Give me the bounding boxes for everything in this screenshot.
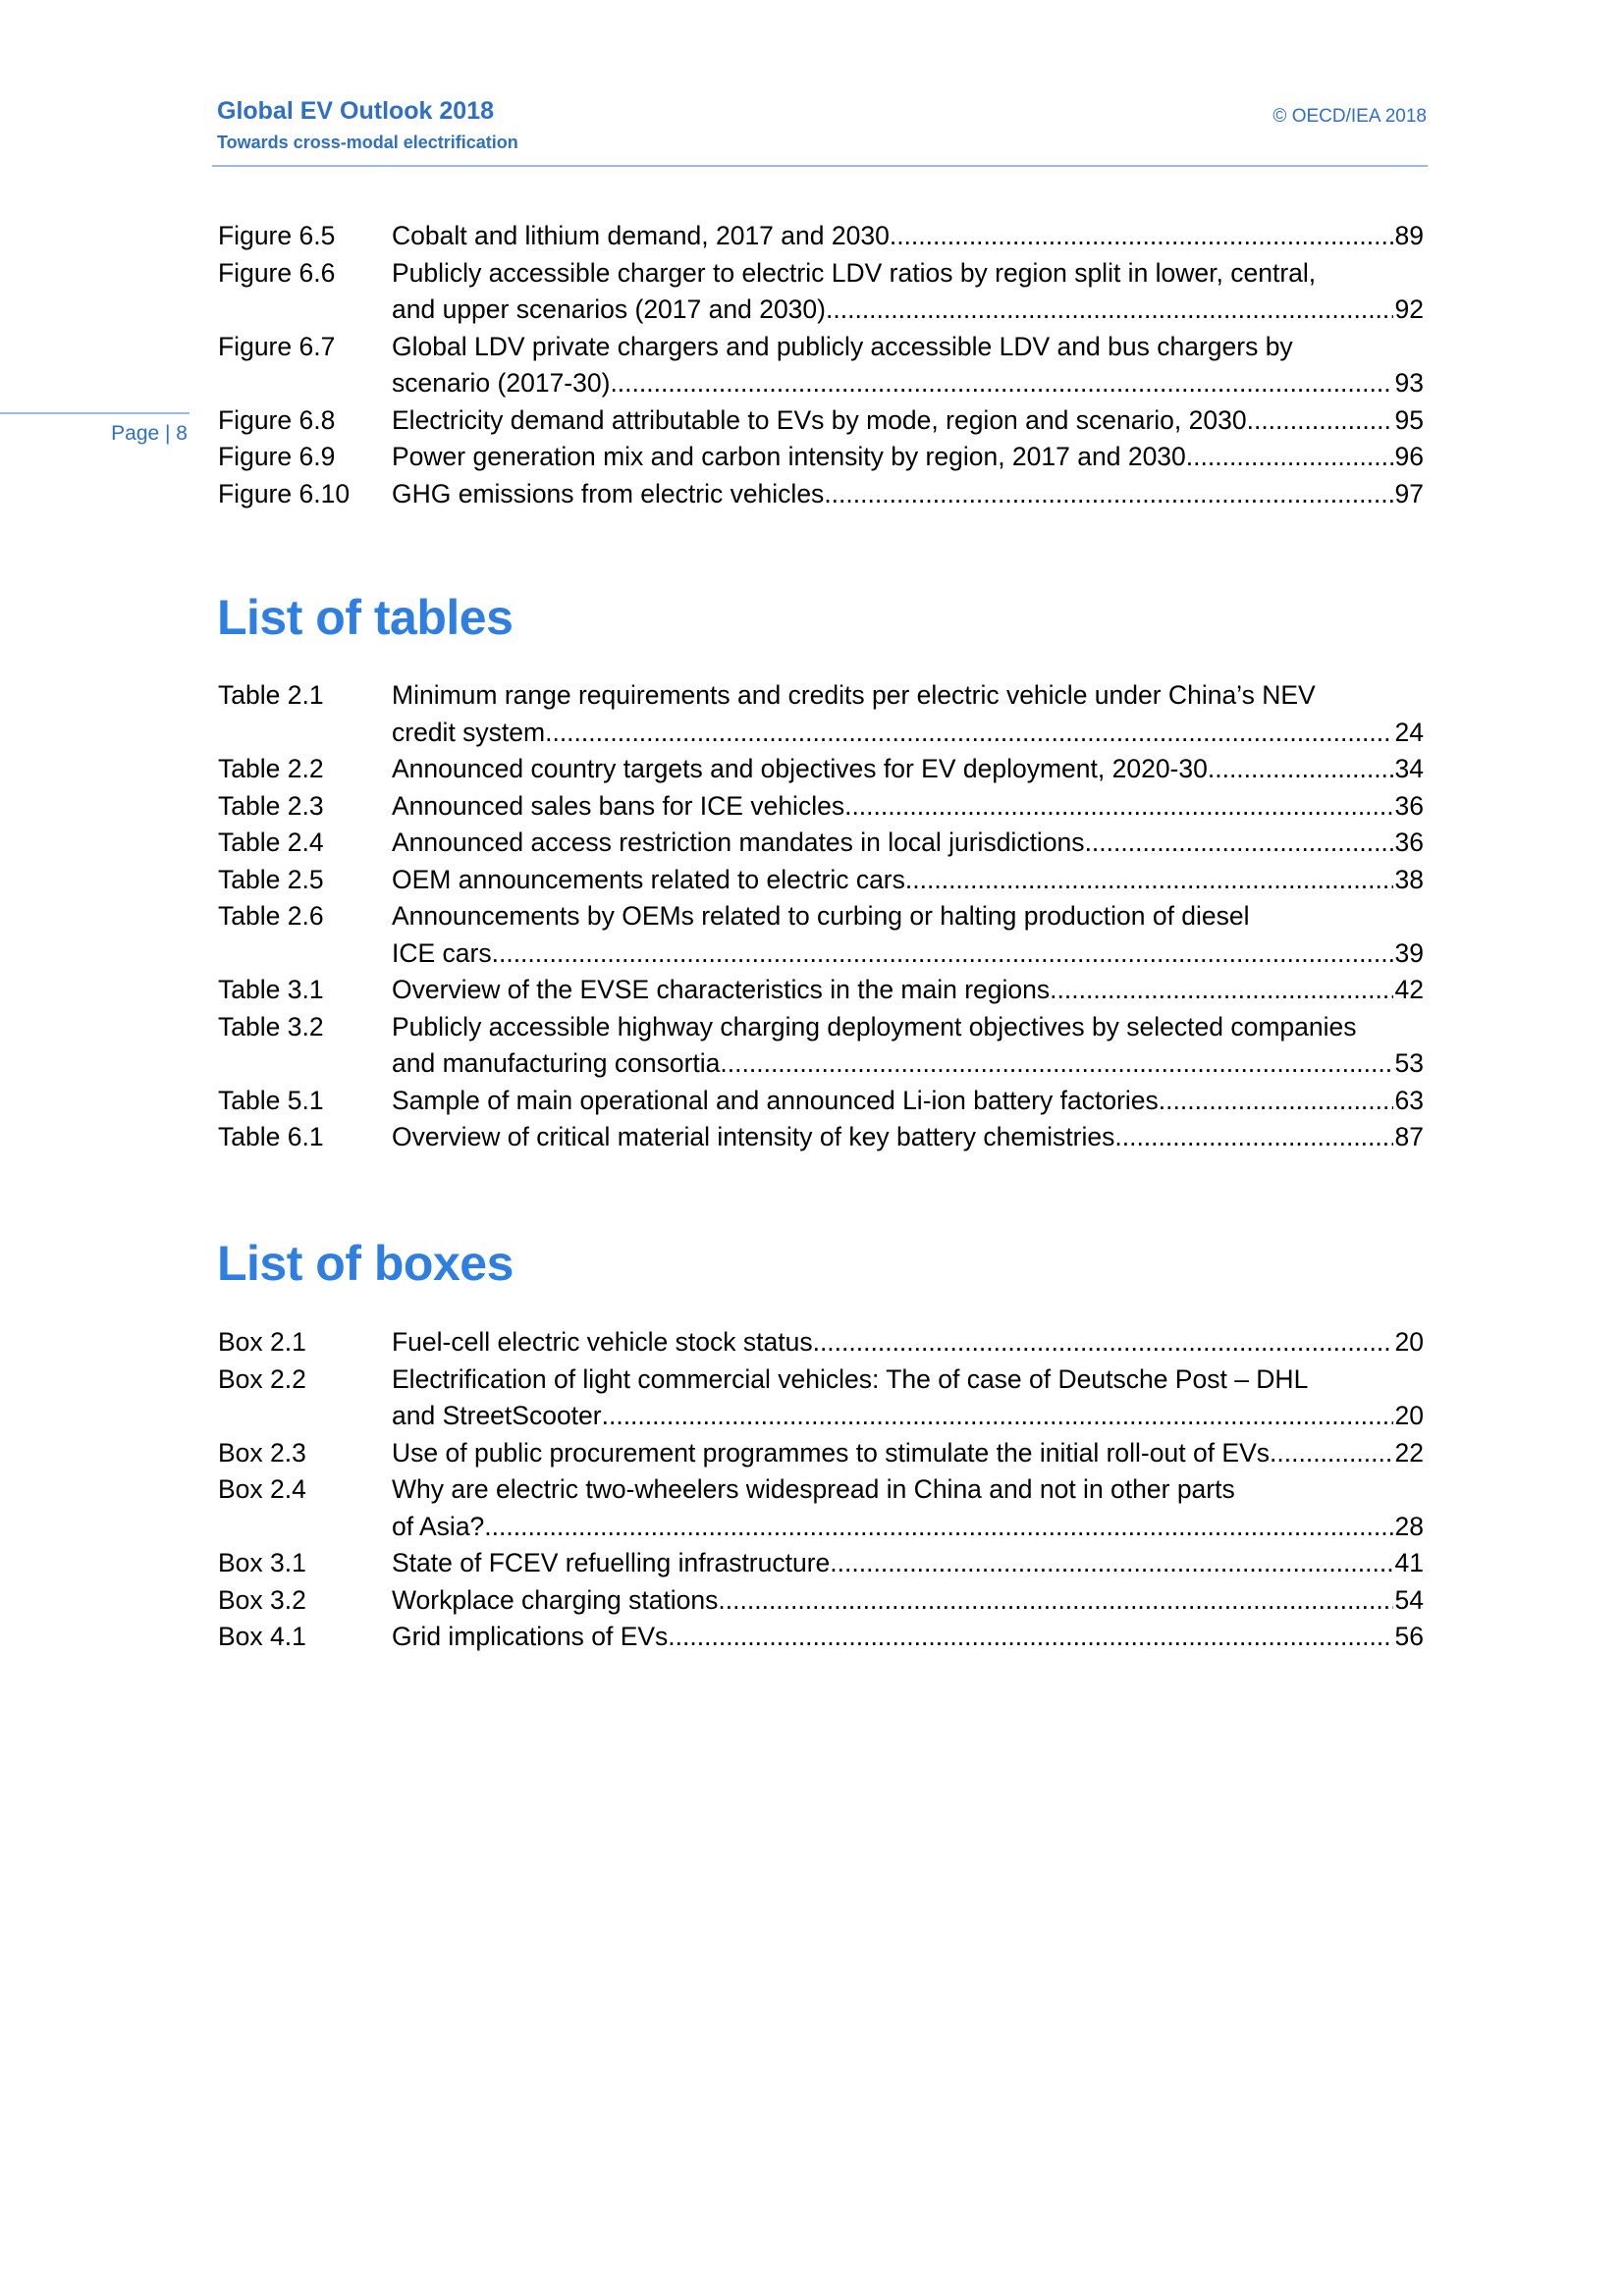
entry-title-text: GHG emissions from electric vehicles xyxy=(392,478,825,508)
entry-body xyxy=(392,1324,1424,1362)
entry-title-line: Publicly accessible charger to electric LDV ratios by region split in lower, central, xyxy=(392,257,1317,288)
entry-title-line: Announcements by OEMs related to curbing or halting production of diesel xyxy=(392,901,1250,931)
entry-label: Figure 6.9 xyxy=(218,442,336,471)
entry-last-line xyxy=(392,715,1424,752)
entry-label: Box 4.1 xyxy=(218,1622,306,1651)
toc-entry[interactable] xyxy=(218,1619,1424,1656)
entry-page-number[interactable]: 39 xyxy=(1394,937,1424,968)
toc-entry[interactable] xyxy=(218,788,1424,826)
dot-leader xyxy=(826,292,1393,329)
dot-leader xyxy=(830,1545,1392,1582)
list-of-tables xyxy=(218,677,1424,1156)
dot-leader xyxy=(1215,751,1392,788)
entry-label: Figure 6.8 xyxy=(218,404,336,435)
entry-body xyxy=(392,439,1424,476)
entry-title-text: and upper scenarios (2017 and 2030) xyxy=(392,294,826,324)
entry-last-line xyxy=(392,1045,1424,1083)
dot-leader xyxy=(1193,439,1392,476)
toc-entry[interactable] xyxy=(218,255,1424,329)
toc-entry[interactable] xyxy=(218,1362,1424,1435)
dot-leader xyxy=(484,1509,1392,1546)
entry-title-text: Overview of the EVSE characteristics in the main regions. xyxy=(392,975,1057,1004)
document-subtitle: Towards cross-modal electrification xyxy=(217,133,518,152)
entry-title-line: Electrification of light commercial vehicles: The of case of Deutsche Post – DHL xyxy=(392,1363,1309,1394)
page-number: Page | 8 xyxy=(111,422,188,445)
document-title: Global EV Outlook 2018 xyxy=(217,97,495,125)
entry-page-number[interactable]: 89 xyxy=(1394,221,1424,250)
entry-page-number[interactable]: 24 xyxy=(1394,717,1424,747)
entry-page-number[interactable]: 36 xyxy=(1394,828,1424,857)
entry-title-text: Announced sales bans for ICE vehicles xyxy=(392,790,845,821)
entry-title-text: and StreetScooter xyxy=(392,1401,602,1430)
entry-page-number[interactable]: 38 xyxy=(1394,864,1424,894)
dot-leader xyxy=(824,476,1392,513)
entry-title-text: credit system xyxy=(392,717,546,747)
toc-entry[interactable] xyxy=(218,1119,1424,1156)
entry-label: Table 5.1 xyxy=(218,1085,324,1115)
entry-page-number[interactable]: 22 xyxy=(1394,1437,1424,1468)
entry-last-line xyxy=(392,935,1424,973)
page-marker xyxy=(0,412,191,445)
entry-title-text: State of FCEV refuelling infrastructure xyxy=(392,1548,831,1577)
entry-last-line xyxy=(392,1083,1424,1120)
entry-last-line xyxy=(392,1398,1424,1435)
list-of-figures xyxy=(218,218,1424,512)
entry-title-text: Fuel-cell electric vehicle stock status xyxy=(392,1327,813,1357)
entry-last-line xyxy=(392,1119,1424,1156)
entry-body xyxy=(392,1362,1424,1435)
dot-leader xyxy=(844,788,1392,826)
entry-body xyxy=(392,898,1424,972)
entry-body xyxy=(392,1435,1424,1472)
entry-title-text: Electricity demand attributable to EVs by mode, region and scenario, 2030 xyxy=(392,404,1247,435)
toc-entry[interactable] xyxy=(218,1324,1424,1362)
entry-label: Figure 6.6 xyxy=(218,257,336,288)
entry-body xyxy=(392,1619,1424,1656)
entry-body xyxy=(392,1009,1424,1083)
entry-label: Table 2.5 xyxy=(218,864,324,894)
entry-label: Box 2.1 xyxy=(218,1327,306,1357)
entry-page-number[interactable]: 42 xyxy=(1394,975,1424,1004)
entry-page-number[interactable]: 36 xyxy=(1394,790,1424,821)
entry-page-number[interactable]: 34 xyxy=(1394,754,1424,783)
entry-body xyxy=(392,677,1424,751)
entry-last-line xyxy=(392,439,1424,476)
entry-page-number[interactable]: 28 xyxy=(1394,1511,1424,1541)
toc-entry[interactable] xyxy=(218,402,1424,440)
entry-title-text: Cobalt and lithium demand, 2017 and 2030. xyxy=(392,221,897,250)
entry-title-text: Workplace charging stations xyxy=(392,1584,719,1615)
entry-label: Figure 6.5 xyxy=(218,221,336,250)
entry-body xyxy=(392,218,1424,255)
entry-last-line xyxy=(392,218,1424,255)
header-divider xyxy=(212,165,1428,167)
tables-heading: List of tables xyxy=(217,590,514,645)
dot-leader xyxy=(718,1582,1392,1620)
entry-last-line xyxy=(392,1545,1424,1582)
entry-last-line xyxy=(392,1435,1424,1472)
entry-page-number[interactable]: 95 xyxy=(1394,404,1424,435)
entry-last-line xyxy=(392,292,1424,329)
toc-entry[interactable] xyxy=(218,1083,1424,1120)
toc-entry[interactable] xyxy=(218,476,1424,513)
toc-entry[interactable] xyxy=(218,218,1424,255)
entry-page-number[interactable]: 96 xyxy=(1394,442,1424,471)
dot-leader xyxy=(720,1045,1392,1083)
toc-entry[interactable] xyxy=(218,862,1424,899)
entry-page-number[interactable]: 41 xyxy=(1394,1548,1424,1577)
entry-title-text: ICE cars xyxy=(392,937,492,968)
entry-last-line xyxy=(392,1509,1424,1546)
entry-label: Box 2.4 xyxy=(218,1474,306,1504)
dot-leader xyxy=(1247,402,1393,440)
entry-body xyxy=(392,1582,1424,1620)
entry-title-text: Use of public procurement programmes to stimulate the initial roll-out of EVs xyxy=(392,1437,1271,1468)
dot-leader xyxy=(1159,1083,1393,1120)
entry-title-text: of Asia? xyxy=(392,1511,485,1541)
dot-leader xyxy=(896,218,1392,255)
entry-title-line: Publicly accessible highway charging deployment objectives by selected companies xyxy=(392,1011,1357,1041)
entry-body xyxy=(392,751,1424,788)
entry-page-number[interactable]: 54 xyxy=(1394,1584,1424,1615)
toc-entry[interactable] xyxy=(218,677,1424,751)
dot-leader xyxy=(545,715,1392,752)
dot-leader xyxy=(1057,972,1393,1009)
entry-page-number[interactable]: 63 xyxy=(1394,1085,1424,1115)
toc-entry[interactable] xyxy=(218,1582,1424,1620)
entry-label: Table 3.1 xyxy=(218,975,324,1004)
entry-title-text: and manufacturing consortia xyxy=(392,1048,721,1078)
entry-label: Table 2.2 xyxy=(218,754,324,783)
dot-leader xyxy=(602,1398,1393,1435)
entry-last-line xyxy=(392,365,1424,402)
toc-entry[interactable] xyxy=(218,972,1424,1009)
dot-leader xyxy=(1270,1435,1392,1472)
toc-entry[interactable] xyxy=(218,1435,1424,1472)
entry-page-number[interactable]: 87 xyxy=(1394,1122,1424,1151)
entry-title-text: scenario (2017-30) xyxy=(392,368,611,398)
entry-title-text: Sample of main operational and announced Li-ion battery factories xyxy=(392,1085,1159,1115)
entry-body xyxy=(392,862,1424,899)
entry-page-number[interactable]: 97 xyxy=(1394,478,1424,508)
entry-last-line xyxy=(392,972,1424,1009)
dot-leader xyxy=(610,365,1392,402)
boxes-heading: List of boxes xyxy=(217,1236,514,1291)
toc-entry[interactable] xyxy=(218,329,1424,402)
entry-last-line xyxy=(392,402,1424,440)
toc-entry[interactable] xyxy=(218,1545,1424,1582)
entry-body xyxy=(392,825,1424,862)
dot-leader xyxy=(813,1324,1393,1362)
entry-last-line xyxy=(392,1324,1424,1362)
entry-body xyxy=(392,1119,1424,1156)
entry-last-line xyxy=(392,476,1424,513)
entry-title-line: Global LDV private chargers and publicly accessible LDV and bus chargers by xyxy=(392,331,1293,361)
entry-label: Table 6.1 xyxy=(218,1122,324,1151)
entry-page-number[interactable]: 20 xyxy=(1394,1327,1424,1357)
entry-label: Table 3.2 xyxy=(218,1011,324,1041)
entry-last-line xyxy=(392,1619,1424,1656)
entry-page-number[interactable]: 93 xyxy=(1394,368,1424,398)
entry-label: Table 2.4 xyxy=(218,828,324,857)
entry-title-text: Overview of critical material intensity of key battery chemistries xyxy=(392,1122,1115,1151)
entry-title-text: Announced access restriction mandates in local jurisdictions xyxy=(392,828,1085,857)
toc-entry[interactable] xyxy=(218,1471,1424,1545)
entry-last-line xyxy=(392,1582,1424,1620)
entry-body xyxy=(392,788,1424,826)
toc-entry[interactable] xyxy=(218,751,1424,788)
entry-label: Table 2.6 xyxy=(218,901,324,931)
entry-body xyxy=(392,329,1424,402)
page-marker-rule xyxy=(0,412,189,414)
entry-last-line xyxy=(392,788,1424,826)
dot-leader xyxy=(1114,1119,1392,1156)
entry-title-text: Announced country targets and objectives for EV deployment, 2020-30. xyxy=(392,754,1216,783)
entry-label: Box 2.2 xyxy=(218,1363,306,1394)
entry-label: Box 3.1 xyxy=(218,1548,306,1577)
entry-title-text: Power generation mix and carbon intensity by region, 2017 and 2030. xyxy=(392,442,1194,471)
entry-page-number[interactable]: 92 xyxy=(1394,294,1424,324)
entry-page-number[interactable]: 20 xyxy=(1394,1401,1424,1430)
entry-label: Box 3.2 xyxy=(218,1584,306,1615)
entry-body xyxy=(392,1545,1424,1582)
page-header xyxy=(217,96,1427,154)
entry-body xyxy=(392,255,1424,329)
entry-last-line xyxy=(392,862,1424,899)
toc-entry[interactable] xyxy=(218,439,1424,476)
entry-title-line: Why are electric two-wheelers widespread in China and not in other parts xyxy=(392,1474,1235,1504)
toc-entry[interactable] xyxy=(218,825,1424,862)
dot-leader xyxy=(905,862,1393,899)
entry-label: Box 2.3 xyxy=(218,1437,306,1468)
entry-body xyxy=(392,1471,1424,1545)
entry-last-line xyxy=(392,825,1424,862)
entry-page-number[interactable]: 56 xyxy=(1394,1622,1424,1651)
entry-label: Table 2.1 xyxy=(218,680,324,710)
entry-label: Figure 6.10 xyxy=(218,478,351,508)
entry-body xyxy=(392,476,1424,513)
copyright-notice: © OECD/IEA 2018 xyxy=(1272,106,1427,127)
entry-label: Table 2.3 xyxy=(218,790,324,821)
dot-leader xyxy=(668,1619,1392,1656)
entry-last-line xyxy=(392,751,1424,788)
entry-title-text: OEM announcements related to electric cars xyxy=(392,864,905,894)
entry-page-number[interactable]: 53 xyxy=(1394,1048,1424,1078)
toc-entry[interactable] xyxy=(218,898,1424,972)
entry-body xyxy=(392,1083,1424,1120)
dot-leader xyxy=(1085,825,1393,862)
entry-title-text: Grid implications of EVs xyxy=(392,1622,669,1651)
entry-body xyxy=(392,402,1424,440)
toc-entry[interactable] xyxy=(218,1009,1424,1083)
list-of-boxes xyxy=(218,1324,1424,1656)
dot-leader xyxy=(492,935,1393,973)
entry-title-line: Minimum range requirements and credits per electric vehicle under China’s NEV xyxy=(392,680,1316,710)
entry-label: Figure 6.7 xyxy=(218,331,336,361)
entry-body xyxy=(392,972,1424,1009)
